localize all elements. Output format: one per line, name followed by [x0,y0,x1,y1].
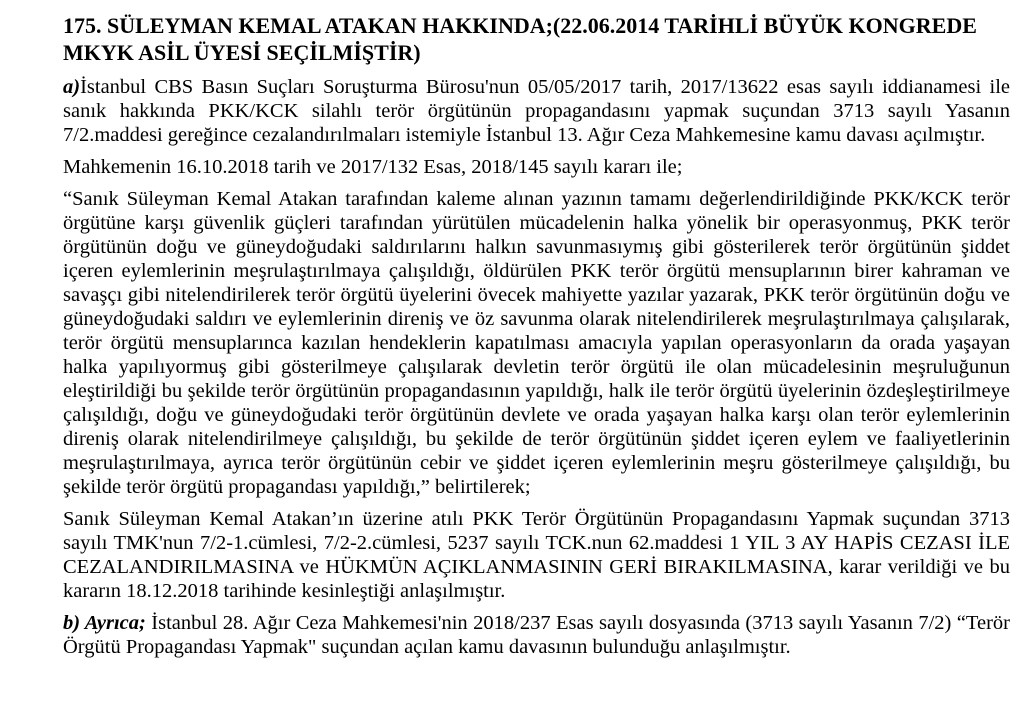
verdict-quote-paragraph: “Sanık Süleyman Kemal Atakan tarafından kaleme alınan yazının tamamı değerlendirildiğinde PKK/KCK terör örgütüne karşı güvenlik güçleri tarafından yürütülen mücadelenin halka yönelik bir operasyonmuş, PKK terör örgütünün doğu ve güneydoğudaki saldırılarını halkın savunmasıymış gibi gösterilerek terör örgütünün şiddet içeren eylemlerinin meşrulaştırılmaya çalışıldığı, öldürülen PKK terör örgütü mensuplarının birer kahraman ve savaşçı gibi nitelendirilerek terör örgütü üyelerini övecek mahiyette yazılar yazarak, PKK terör örgütünün doğu ve güneydoğudaki saldırı ve eylemlerinin direniş ve öz savunma olarak nitelendirilerek meşrulaştırılmaya çalışılarak, terör örgütü mensuplarınca kazılan hendeklerin kapatılması amacıyla yapılan operasyonların da orada yaşayan halka yapılıyormuş gibi gösterilmeye çalışılarak devletin terör örgütü ile olan mücadelesinin meşruluğunun eleştirildiği bu şekilde terör örgütünün propagandasının yapıldığı, halk ile terör örgütü üyelerinin özdeşleştirilmeye çalışıldığı, doğu ve güneydoğudaki terör örgütünün devlete ve orada yaşayan halka karşı olan terör eylemlerinin direniş olarak nitelendirilmeye çalışıldığı, bu şekilde de terör örgütünün şiddet içeren eylem ve faaliyetlerinin meşrulaştırılmaya, ayrıca terör örgütünün cebir ve şiddet içeren eylemlerinin meşru gösterilmeye çalışıldığı, bu şekilde terör örgütü propagandası yapıldığı,” belirtilerek; [63,188,1010,498]
paragraph-b-text: İstanbul 28. Ağır Ceza Mahkemesi'nin 2018/237 Esas sayılı dosyasında (3713 sayılı Yasanın 7/2) “Terör Örgütü Propagandası Yapmak" suçundan açılan kamu davasının bulunduğu anlaşılmıştır. [63,612,1010,658]
paragraph-a [63,75,1010,147]
paragraph-a-lead: a) [63,76,81,98]
paragraph-b-lead: b) Ayrıca; [63,612,152,634]
sentence-paragraph: Sanık Süleyman Kemal Atakan’ın üzerine atılı PKK Terör Örgütünün Propagandasını Yapmak suçundan 3713 sayılı TMK'nun 7/2-1.cümlesi, 7/2-2.cümlesi, 5237 sayılı TCK.nun 62.maddesi 1 YIL 3 AY HAPİS CEZASI İLE CEZALANDIRILMASINA ve HÜKMÜN AÇIKLANMASININ GERİ BIRAKILMASINA, karar verildiği ve bu kararın 18.12.2018 tarihinde kesinleştiği anlaşılmıştır. [63,508,1010,602]
court-decision-line: Mahkemenin 16.10.2018 tarih ve 2017/132 Esas, 2018/145 sayılı kararı ile; [63,156,683,178]
paragraph-a-text: İstanbul CBS Basın Suçları Soruşturma Bürosu'nun 05/05/2017 tarih, 2017/13622 esas sayılı iddianamesi ile sanık hakkında PKK/KCK silahlı terör örgütünün propagandasını yapmak suçundan 3713 sayılı Yasanın 7/2.maddesi gereğince cezalandırılmaları istemiyle İstanbul 13. Ağır Ceza Mahkemesine kamu davası açılmıştır. [63,76,1010,146]
paragraph-b [63,611,1010,659]
document-heading: 175. SÜLEYMAN KEMAL ATAKAN HAKKINDA;(22.06.2014 TARİHLİ BÜYÜK KONGREDE MKYK ASİL ÜYESİ SEÇİLMİŞTİR) [63,13,977,65]
